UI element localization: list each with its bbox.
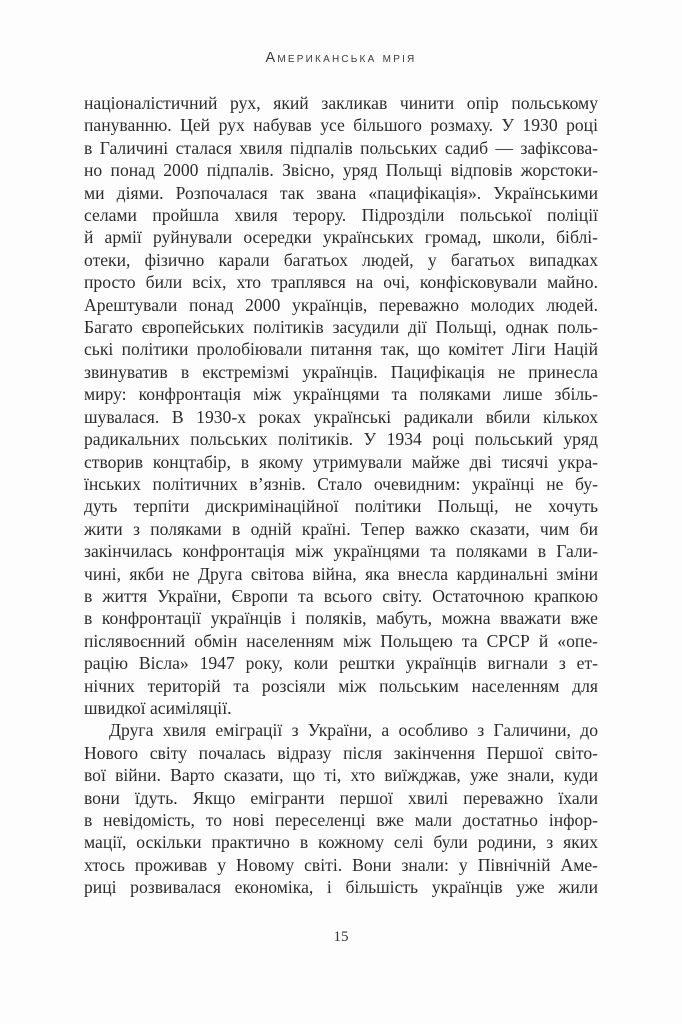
- body-line: створив концтабір, в якому утримували майже дві тисячі укра-: [84, 451, 598, 472]
- body-text: [84, 92, 598, 899]
- body-line: радикальних польських політиків. У 1934 році польський уряд: [84, 429, 598, 450]
- body-line: Друга хвиля еміграції з України, а особливо з Галичини, до: [109, 720, 598, 741]
- body-line: риці розвивалася економіка, і більшість українців уже жили: [84, 877, 598, 898]
- body-line: шувалася. В 1930-х роках українські радикали вбили кількох: [84, 406, 598, 427]
- body-line: жити з поляками в одній країні. Тепер важко сказати, чим би: [84, 518, 598, 539]
- page-number: 15: [333, 929, 349, 945]
- body-line: й армії руйнували осередки українських громад, школи, біблі-: [84, 227, 598, 248]
- body-line: чині, якби не Друга світова війна, яка внесла кардинальні зміни: [84, 563, 598, 584]
- paragraph: [84, 719, 598, 898]
- body-line: націоналістичний рух, який закликав чинити опір польському: [84, 93, 598, 113]
- body-line: в життя України, Європи та всього світу. Остаточною крапкою: [84, 585, 598, 606]
- body-line: мації, оскільки практично в кожному селі були родини, з яких: [84, 832, 598, 853]
- body-line: пануванню. Цей рух набував усе більшого розмаху. У 1930 році: [84, 115, 598, 136]
- body-line: ми діями. Розпочалася так звана «пацифікація». Українськими: [84, 182, 598, 203]
- body-line: миру: конфронтація між українцями та поляками лише збіль-: [84, 384, 598, 405]
- body-line: отеки, фізично карали багатьох людей, у багатьох випадках: [84, 249, 598, 270]
- paragraph: [84, 92, 598, 719]
- body-line: хтось проживав у Новому світі. Вони знали: у Північній Аме-: [84, 854, 598, 875]
- body-line: селами пройшла хвиля терору. Підрозділи польської поліції: [84, 205, 598, 226]
- body-line: вони їдуть. Якщо емігранти першої хвилі переважно їхали: [84, 787, 598, 808]
- body-line: просто били всіх, хто траплявся на очі, конфісковували майно.: [84, 272, 598, 293]
- body-line: післявоєнний обмін населенням між Польщею та СРСР й «опе-: [84, 630, 598, 651]
- body-line: рацію Вісла» 1947 року, коли рештки українців вигнали з ет-: [84, 653, 598, 674]
- body-line: вої війни. Варто сказати, що ті, хто виїжджав, уже знали, куди: [84, 765, 598, 786]
- body-line: дуть терпіти дискримінаційної політики Польщі, не хочуть: [84, 496, 598, 517]
- body-line: нічних територій та розсіяли між польським населенням для: [84, 675, 598, 696]
- body-line: швидкої асиміляції.: [84, 697, 232, 718]
- body-line: ські політики пролобіювали питання так, що комітет Ліги Націй: [84, 339, 598, 360]
- body-line: звинуватив в екстремізмі українців. Пацифікація не принесла: [84, 361, 598, 382]
- running-header: Американська мрія: [265, 50, 417, 66]
- body-line: їнських політичних в’язнів. Стало очевидним: українці не бу-: [84, 473, 598, 494]
- body-line: Нового світу почалась відразу після закінчення Першої світо-: [84, 742, 598, 763]
- body-line: но понад 2000 підпалів. Звісно, уряд Польщі відповів жорстоки-: [84, 160, 598, 181]
- body-line: в Галичині сталася хвиля підпалів польських садиб — зафіксова-: [84, 137, 598, 158]
- body-line: Арештували понад 2000 українців, переважно молодих людей.: [84, 294, 598, 315]
- body-line: Багато європейських політиків засудили дії Польщі, однак поль-: [84, 317, 598, 338]
- body-line: закінчилась конфронтація між українцями та поляками в Гали-: [84, 541, 598, 562]
- body-line: в конфронтації українців і поляків, мабуть, можна вважати вже: [84, 608, 598, 629]
- body-line: в невідомість, то нові переселенці вже мали достатньо інфор-: [84, 810, 598, 830]
